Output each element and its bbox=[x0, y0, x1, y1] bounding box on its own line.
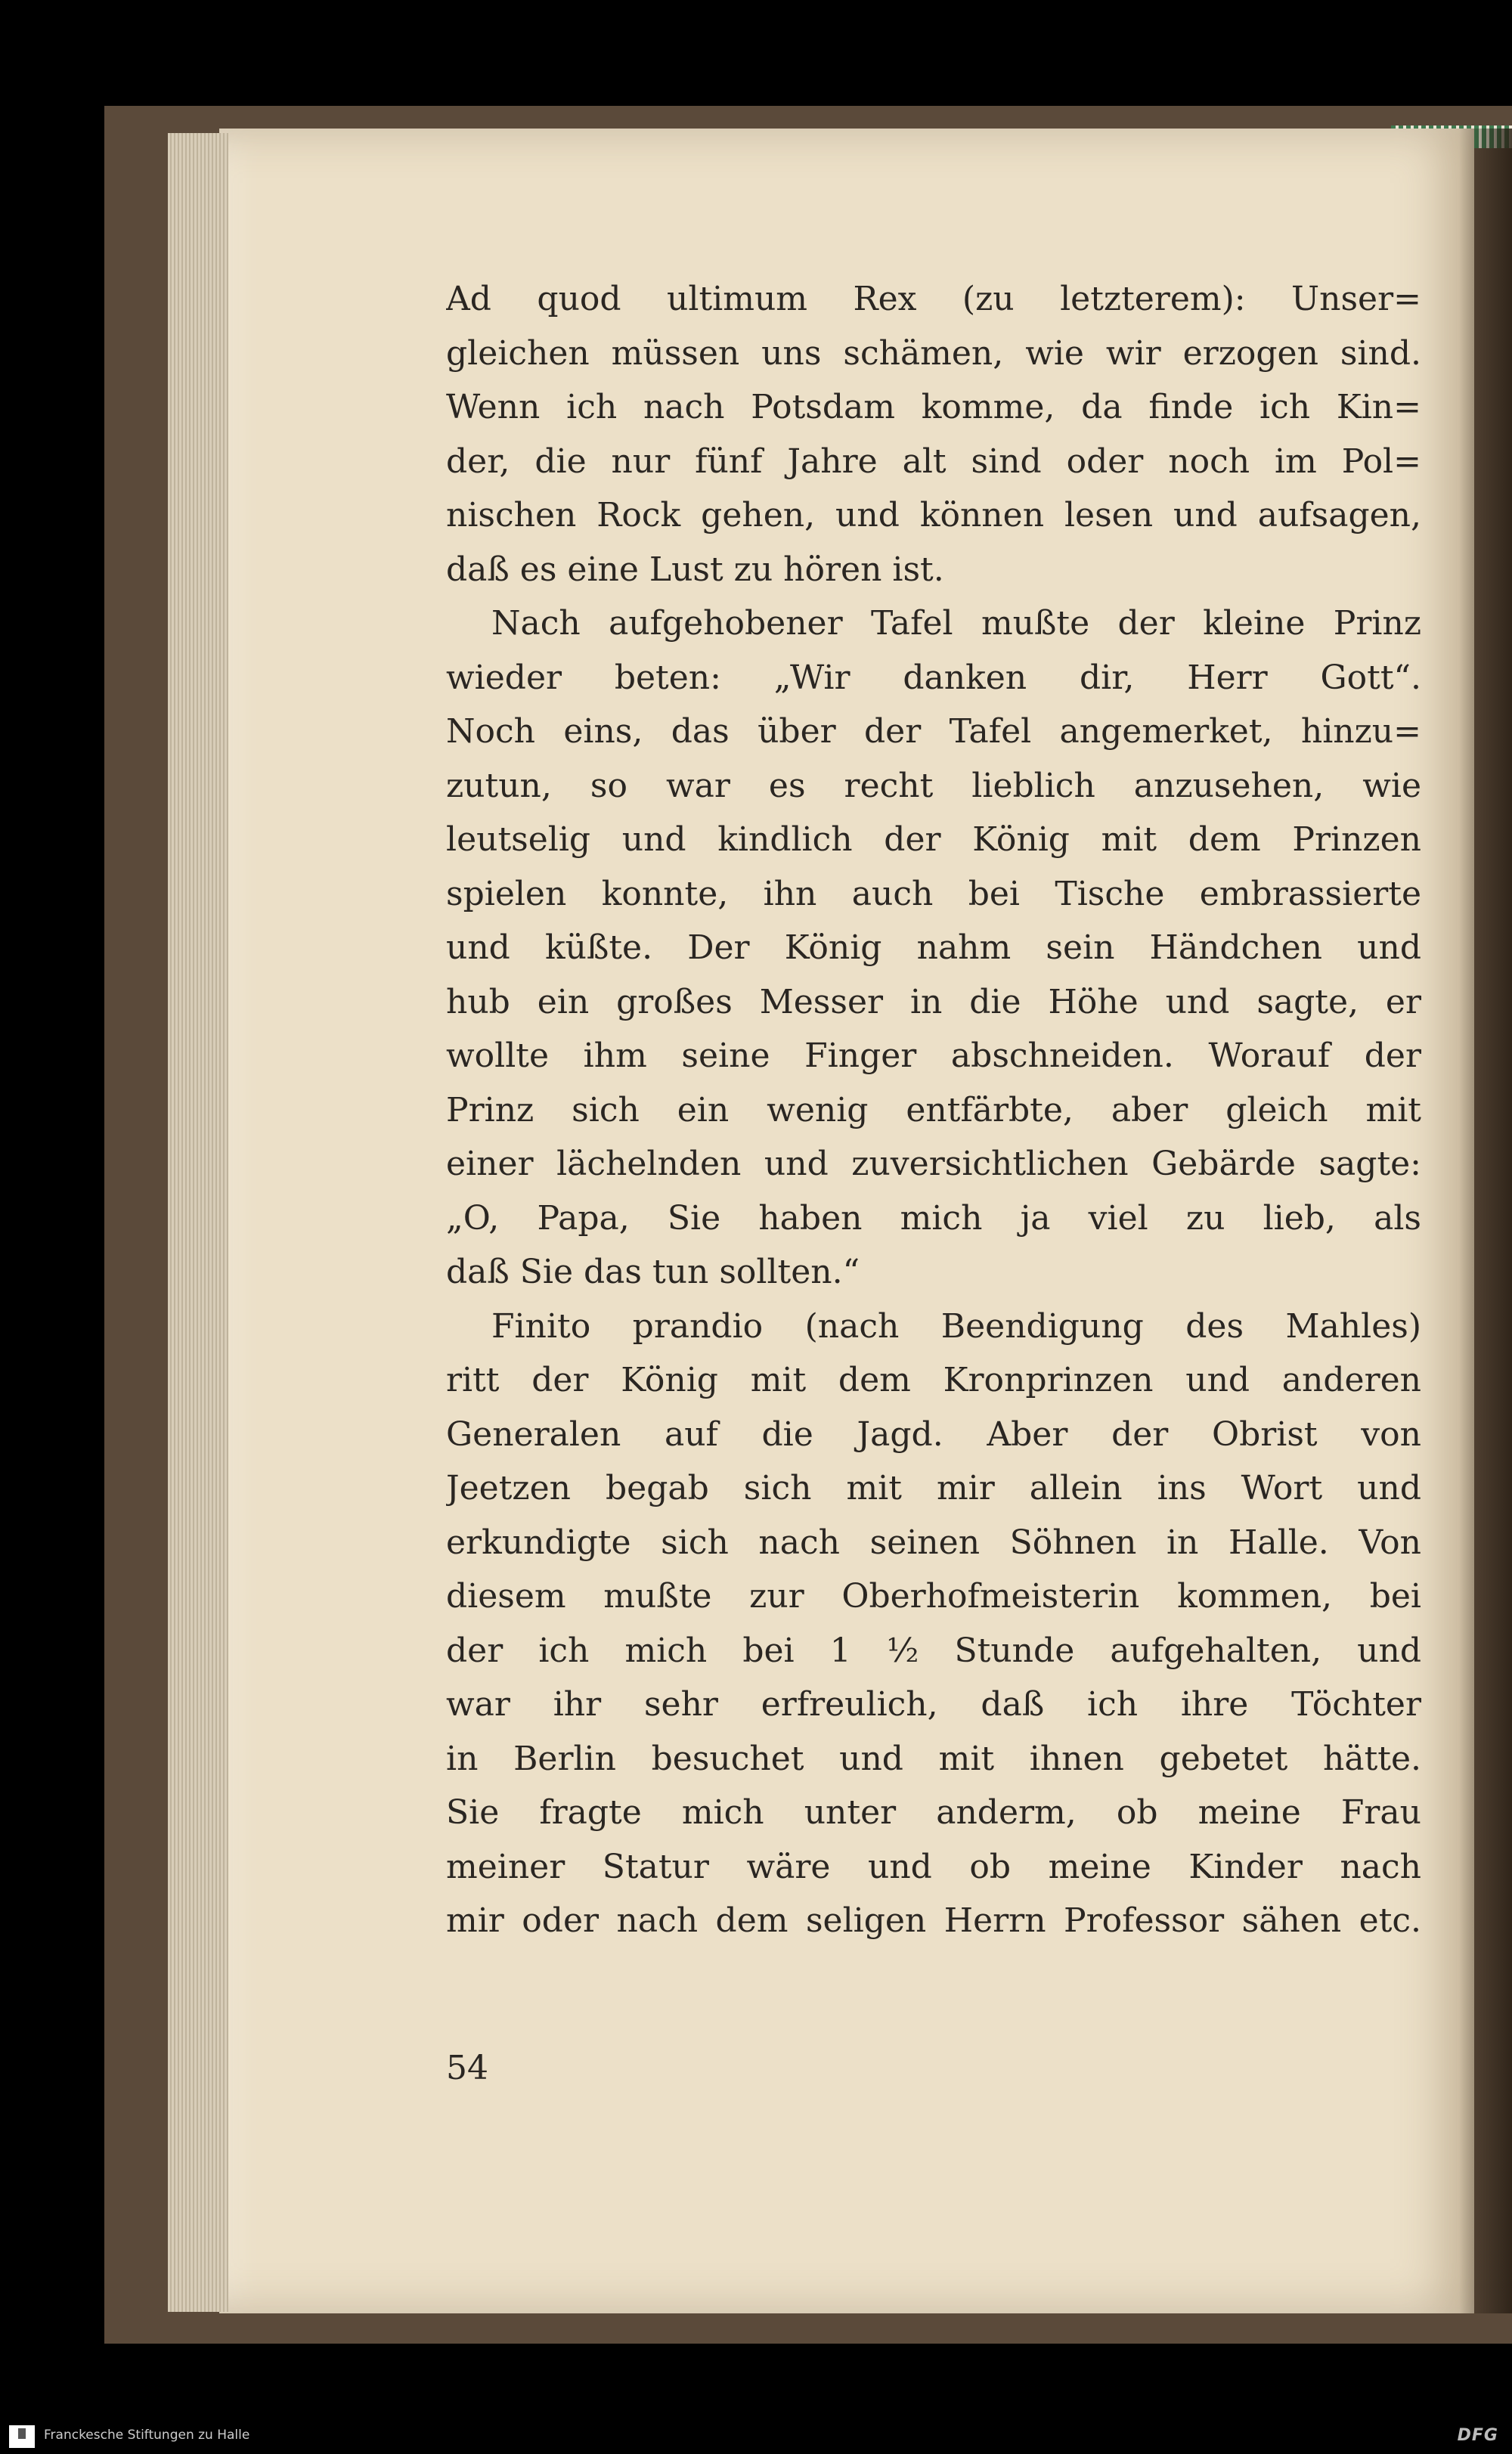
institution-name: Franckesche Stiftungen zu Halle bbox=[44, 2428, 250, 2443]
text-line: Generalen auf die Jagd. Aber der Obrist von bbox=[446, 1414, 1421, 1454]
text-line: Jeetzen begab sich mit mir allein ins Wort und bbox=[446, 1469, 1421, 1507]
text-line: Wenn ich nach Potsdam komme, da finde ich Kin= bbox=[446, 388, 1421, 426]
text-line: leutselig und kindlich der König mit dem Prinzen bbox=[446, 820, 1421, 859]
page-number: 54 bbox=[446, 2049, 488, 2087]
text-line: in Berlin besuchet und mit ihnen gebetet hätte. bbox=[446, 1739, 1421, 1778]
text-line: wollte ihm seine Finger abschneiden. Worauf der bbox=[446, 1036, 1421, 1075]
text-line: Nach aufgehobener Tafel mußte der kleine Prinz bbox=[491, 604, 1421, 643]
funder-logo: DFG bbox=[1457, 2426, 1498, 2445]
text-line: Noch eins, das über der Tafel angemerket, hinzu= bbox=[446, 712, 1421, 751]
text-line: „O, Papa, Sie haben mich ja viel zu lieb, als bbox=[446, 1198, 1421, 1238]
text-line: war ihr sehr erfreulich, daß ich ihre Töchter bbox=[446, 1685, 1421, 1724]
institution-logo-icon bbox=[9, 2425, 35, 2448]
text-line: Sie fragte mich unter anderm, ob meine Frau bbox=[446, 1793, 1421, 1832]
text-line: diesem mußte zur Oberhofmeisterin kommen, bei bbox=[446, 1577, 1421, 1616]
text-line: daß es eine Lust zu hören ist. bbox=[446, 550, 944, 589]
text-line: einer lächelnden und zuversichtlichen Gebärde sagte: bbox=[446, 1145, 1421, 1183]
text-line: Prinz sich ein wenig entfärbte, aber gleich mit bbox=[446, 1090, 1421, 1129]
page-text bbox=[446, 272, 1421, 1948]
text-line: meiner Statur wäre und ob meine Kinder nach bbox=[446, 1847, 1421, 1886]
text-line: wieder beten: „Wir danken dir, Herr Gott“. bbox=[446, 658, 1421, 697]
text-line: spielen konnte, ihn auch bei Tische embrassierte bbox=[446, 874, 1421, 913]
text-line: zutun, so war es recht lieblich anzusehen, wie bbox=[446, 766, 1421, 805]
text-line: mir oder nach dem seligen Herrn Professor sähen etc. bbox=[446, 1901, 1421, 1940]
text-line: erkundigte sich nach seinen Söhnen in Halle. Von bbox=[446, 1523, 1421, 1562]
page-edges bbox=[168, 133, 228, 2312]
text-line: gleichen müssen uns schämen, wie wir erzogen sind. bbox=[446, 333, 1421, 373]
text-line: Ad quod ultimum Rex (zu letzterem): Unser= bbox=[446, 280, 1421, 318]
text-line: der, die nur fünf Jahre alt sind oder noch im Pol= bbox=[446, 442, 1421, 481]
text-line: Finito prandio (nach Beendigung des Mahles) bbox=[491, 1306, 1421, 1346]
text-line: hub ein großes Messer in die Höhe und sagte, er bbox=[446, 982, 1421, 1021]
text-line: der ich mich bei 1 ½ Stunde aufgehalten, und bbox=[446, 1631, 1421, 1670]
spine-shadow bbox=[1459, 129, 1512, 2313]
text-line: daß Sie das tun sollten.“ bbox=[446, 1253, 860, 1291]
text-line: ritt der König mit dem Kronprinzen und anderen bbox=[446, 1361, 1421, 1399]
text-line: und küßte. Der König nahm sein Händchen und bbox=[446, 928, 1421, 967]
text-line: nischen Rock gehen, und können lesen und aufsagen, bbox=[446, 496, 1421, 534]
